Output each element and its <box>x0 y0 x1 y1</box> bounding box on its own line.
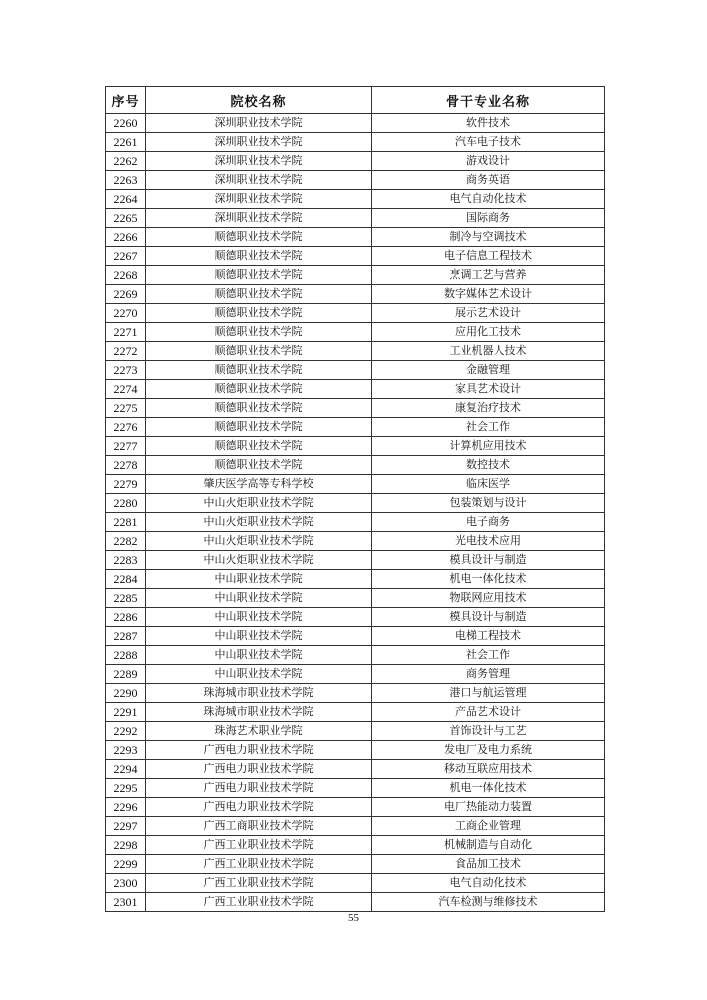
row-num-cell: 2278 <box>106 456 146 475</box>
row-major-cell: 光电技术应用 <box>372 532 605 551</box>
row-num-cell: 2287 <box>106 627 146 646</box>
row-school-cell: 顺德职业技术学院 <box>146 456 372 475</box>
table-row <box>106 798 605 817</box>
row-major-cell: 电厂热能动力装置 <box>372 798 605 817</box>
row-school-cell: 珠海艺术职业学院 <box>146 722 372 741</box>
row-num-cell: 2295 <box>106 779 146 798</box>
row-major-cell: 商务英语 <box>372 171 605 190</box>
table-row <box>106 532 605 551</box>
row-school-cell: 深圳职业技术学院 <box>146 133 372 152</box>
row-major-cell: 汽车检测与维修技术 <box>372 893 605 912</box>
row-school-cell: 广西工业职业技术学院 <box>146 874 372 893</box>
row-num-cell: 2282 <box>106 532 146 551</box>
row-num-cell: 2267 <box>106 247 146 266</box>
table-row <box>106 513 605 532</box>
row-major-cell: 社会工作 <box>372 646 605 665</box>
row-num-cell: 2296 <box>106 798 146 817</box>
row-school-cell: 广西工业职业技术学院 <box>146 893 372 912</box>
row-major-cell: 电气自动化技术 <box>372 874 605 893</box>
row-num-cell: 2260 <box>106 114 146 133</box>
row-num-cell: 2268 <box>106 266 146 285</box>
row-major-cell: 机电一体化技术 <box>372 779 605 798</box>
table-row <box>106 874 605 893</box>
row-major-cell: 烹调工艺与营养 <box>372 266 605 285</box>
row-major-cell: 食品加工技术 <box>372 855 605 874</box>
table-row <box>106 304 605 323</box>
table-row <box>106 342 605 361</box>
row-major-cell: 国际商务 <box>372 209 605 228</box>
row-major-cell: 机械制造与自动化 <box>372 836 605 855</box>
row-num-cell: 2276 <box>106 418 146 437</box>
row-major-cell: 物联网应用技术 <box>372 589 605 608</box>
table-row <box>106 722 605 741</box>
table-row <box>106 475 605 494</box>
row-major-cell: 社会工作 <box>372 418 605 437</box>
row-major-cell: 展示艺术设计 <box>372 304 605 323</box>
row-major-cell: 机电一体化技术 <box>372 570 605 589</box>
table-row <box>106 589 605 608</box>
row-major-cell: 制冷与空调技术 <box>372 228 605 247</box>
row-num-cell: 2264 <box>106 190 146 209</box>
header-major: 骨干专业名称 <box>372 87 605 114</box>
row-school-cell: 中山职业技术学院 <box>146 646 372 665</box>
row-school-cell: 深圳职业技术学院 <box>146 114 372 133</box>
table-row <box>106 817 605 836</box>
row-num-cell: 2274 <box>106 380 146 399</box>
header-school: 院校名称 <box>146 87 372 114</box>
row-num-cell: 2272 <box>106 342 146 361</box>
row-major-cell: 发电厂及电力系统 <box>372 741 605 760</box>
row-school-cell: 珠海城市职业技术学院 <box>146 703 372 722</box>
table-row <box>106 418 605 437</box>
row-school-cell: 顺德职业技术学院 <box>146 285 372 304</box>
row-school-cell: 顺德职业技术学院 <box>146 266 372 285</box>
row-school-cell: 珠海城市职业技术学院 <box>146 684 372 703</box>
row-major-cell: 汽车电子技术 <box>372 133 605 152</box>
row-school-cell: 中山职业技术学院 <box>146 589 372 608</box>
row-school-cell: 顺德职业技术学院 <box>146 228 372 247</box>
table-row <box>106 570 605 589</box>
row-num-cell: 2299 <box>106 855 146 874</box>
row-major-cell: 电气自动化技术 <box>372 190 605 209</box>
header-num: 序号 <box>106 87 146 114</box>
row-school-cell: 顺德职业技术学院 <box>146 342 372 361</box>
row-major-cell: 计算机应用技术 <box>372 437 605 456</box>
table-row <box>106 551 605 570</box>
row-num-cell: 2285 <box>106 589 146 608</box>
row-num-cell: 2265 <box>106 209 146 228</box>
table-row <box>106 646 605 665</box>
row-major-cell: 数字媒体艺术设计 <box>372 285 605 304</box>
row-major-cell: 家具艺术设计 <box>372 380 605 399</box>
row-school-cell: 广西工业职业技术学院 <box>146 855 372 874</box>
table-row <box>106 437 605 456</box>
row-major-cell: 工业机器人技术 <box>372 342 605 361</box>
table-row <box>106 190 605 209</box>
row-school-cell: 顺德职业技术学院 <box>146 247 372 266</box>
table-row <box>106 836 605 855</box>
row-school-cell: 深圳职业技术学院 <box>146 152 372 171</box>
table-row <box>106 323 605 342</box>
row-num-cell: 2286 <box>106 608 146 627</box>
row-num-cell: 2293 <box>106 741 146 760</box>
table-row <box>106 133 605 152</box>
majors-table <box>105 86 605 912</box>
row-major-cell: 金融管理 <box>372 361 605 380</box>
table-row <box>106 760 605 779</box>
table-row <box>106 703 605 722</box>
row-major-cell: 模具设计与制造 <box>372 608 605 627</box>
row-num-cell: 2281 <box>106 513 146 532</box>
row-school-cell: 中山火炬职业技术学院 <box>146 532 372 551</box>
table-row <box>106 665 605 684</box>
row-school-cell: 中山职业技术学院 <box>146 608 372 627</box>
row-num-cell: 2263 <box>106 171 146 190</box>
table-row <box>106 285 605 304</box>
table-row <box>106 152 605 171</box>
row-num-cell: 2266 <box>106 228 146 247</box>
row-school-cell: 深圳职业技术学院 <box>146 209 372 228</box>
table-row <box>106 171 605 190</box>
table-row <box>106 209 605 228</box>
row-major-cell: 产品艺术设计 <box>372 703 605 722</box>
row-num-cell: 2292 <box>106 722 146 741</box>
row-num-cell: 2294 <box>106 760 146 779</box>
row-school-cell: 广西电力职业技术学院 <box>146 760 372 779</box>
row-major-cell: 港口与航运管理 <box>372 684 605 703</box>
row-school-cell: 中山火炬职业技术学院 <box>146 513 372 532</box>
row-major-cell: 数控技术 <box>372 456 605 475</box>
table-row <box>106 399 605 418</box>
row-major-cell: 工商企业管理 <box>372 817 605 836</box>
row-num-cell: 2288 <box>106 646 146 665</box>
table-row <box>106 684 605 703</box>
table-row <box>106 627 605 646</box>
row-major-cell: 商务管理 <box>372 665 605 684</box>
table-row <box>106 893 605 912</box>
table-row <box>106 855 605 874</box>
row-school-cell: 肇庆医学高等专科学校 <box>146 475 372 494</box>
table-body <box>106 114 605 912</box>
table-row <box>106 494 605 513</box>
row-num-cell: 2262 <box>106 152 146 171</box>
row-school-cell: 中山火炬职业技术学院 <box>146 494 372 513</box>
row-school-cell: 深圳职业技术学院 <box>146 190 372 209</box>
row-school-cell: 顺德职业技术学院 <box>146 323 372 342</box>
page-number: 55 <box>348 912 359 924</box>
row-num-cell: 2277 <box>106 437 146 456</box>
row-school-cell: 中山职业技术学院 <box>146 570 372 589</box>
row-num-cell: 2289 <box>106 665 146 684</box>
row-school-cell: 广西工业职业技术学院 <box>146 836 372 855</box>
row-school-cell: 广西工商职业技术学院 <box>146 817 372 836</box>
table-row <box>106 228 605 247</box>
row-school-cell: 广西电力职业技术学院 <box>146 798 372 817</box>
row-school-cell: 中山火炬职业技术学院 <box>146 551 372 570</box>
row-school-cell: 顺德职业技术学院 <box>146 399 372 418</box>
table-row <box>106 741 605 760</box>
row-num-cell: 2271 <box>106 323 146 342</box>
row-major-cell: 临床医学 <box>372 475 605 494</box>
row-school-cell: 顺德职业技术学院 <box>146 361 372 380</box>
row-major-cell: 软件技术 <box>372 114 605 133</box>
table-row <box>106 779 605 798</box>
table-row <box>106 456 605 475</box>
row-major-cell: 康复治疗技术 <box>372 399 605 418</box>
row-school-cell: 深圳职业技术学院 <box>146 171 372 190</box>
row-num-cell: 2280 <box>106 494 146 513</box>
row-num-cell: 2290 <box>106 684 146 703</box>
row-major-cell: 模具设计与制造 <box>372 551 605 570</box>
row-num-cell: 2301 <box>106 893 146 912</box>
row-major-cell: 游戏设计 <box>372 152 605 171</box>
row-num-cell: 2298 <box>106 836 146 855</box>
row-major-cell: 首饰设计与工艺 <box>372 722 605 741</box>
row-school-cell: 中山职业技术学院 <box>146 627 372 646</box>
row-school-cell: 顺德职业技术学院 <box>146 437 372 456</box>
table-header-row <box>106 87 605 114</box>
row-num-cell: 2297 <box>106 817 146 836</box>
row-major-cell: 包装策划与设计 <box>372 494 605 513</box>
row-num-cell: 2279 <box>106 475 146 494</box>
row-school-cell: 顺德职业技术学院 <box>146 380 372 399</box>
row-num-cell: 2300 <box>106 874 146 893</box>
row-major-cell: 电子商务 <box>372 513 605 532</box>
table-row <box>106 247 605 266</box>
row-num-cell: 2269 <box>106 285 146 304</box>
table-row <box>106 266 605 285</box>
row-school-cell: 广西电力职业技术学院 <box>146 741 372 760</box>
table-row <box>106 361 605 380</box>
row-num-cell: 2291 <box>106 703 146 722</box>
row-num-cell: 2270 <box>106 304 146 323</box>
row-num-cell: 2261 <box>106 133 146 152</box>
row-num-cell: 2284 <box>106 570 146 589</box>
row-num-cell: 2275 <box>106 399 146 418</box>
table-row <box>106 608 605 627</box>
row-school-cell: 顺德职业技术学院 <box>146 304 372 323</box>
row-num-cell: 2273 <box>106 361 146 380</box>
row-major-cell: 电梯工程技术 <box>372 627 605 646</box>
table-row <box>106 380 605 399</box>
row-school-cell: 广西电力职业技术学院 <box>146 779 372 798</box>
table-row <box>106 114 605 133</box>
row-major-cell: 移动互联应用技术 <box>372 760 605 779</box>
row-major-cell: 电子信息工程技术 <box>372 247 605 266</box>
row-major-cell: 应用化工技术 <box>372 323 605 342</box>
row-school-cell: 顺德职业技术学院 <box>146 418 372 437</box>
row-num-cell: 2283 <box>106 551 146 570</box>
row-school-cell: 中山职业技术学院 <box>146 665 372 684</box>
